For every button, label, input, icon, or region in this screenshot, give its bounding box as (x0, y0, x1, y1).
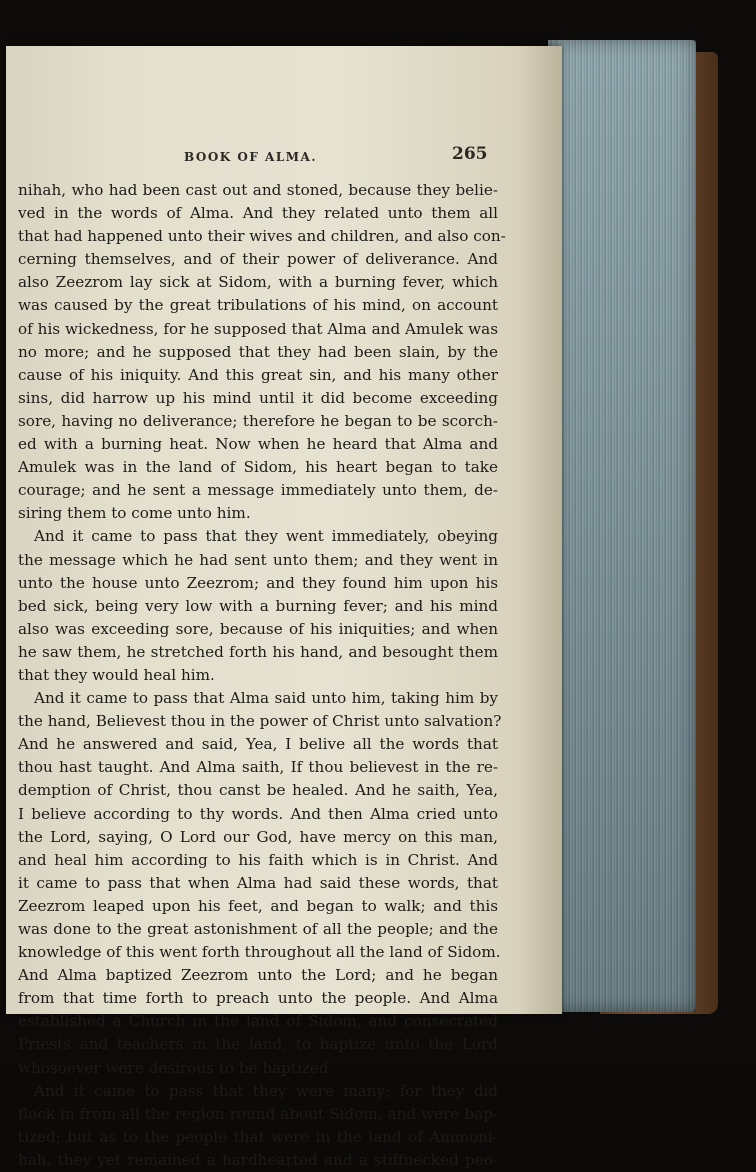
text-line: thou hast taught. And Alma saith, If thou believest in the re- (18, 758, 498, 777)
text-line: also Zeezrom lay sick at Sidom, with a burning fever, which (18, 273, 498, 292)
text-line: flock in from all the region round about Sidom, and were bap- (18, 1104, 498, 1123)
text-line: knowledge of this went forth throughout all the land of Sidom. (18, 943, 501, 962)
text-line: I believe according to thy words. And then Alma cried unto (18, 804, 498, 823)
body-text (18, 179, 506, 1172)
text-line: sins, did harrow up his mind until it did become exceeding (18, 388, 498, 407)
text-line: demption of Christ, thou canst be healed. And he saith, Yea, (18, 781, 498, 800)
text-line: and heal him according to his faith which is in Christ. And (18, 850, 498, 869)
text-line: nihah, who had been cast out and stoned, because they belie- (18, 181, 498, 199)
page-number: 265 (452, 144, 488, 164)
text-line: unto the house unto Zeezrom; and they found him upon his (18, 573, 498, 592)
text-line: was caused by the great tribulations of his mind, on account (18, 296, 498, 315)
text-line: from that time forth to preach unto the people. And Alma (18, 989, 498, 1008)
text-line: he saw them, he stretched forth his hand, and besought them (18, 642, 498, 661)
text-line: established a Church in the land of Sidom, and consecrated (18, 1012, 498, 1031)
text-line: Zeezrom leaped upon his feet, and began to walk; and this (18, 896, 498, 915)
text-line: And it came to pass that they went immediately, obeying (34, 527, 498, 546)
text-line: that they would heal him. (18, 665, 215, 684)
running-head: BOOK OF ALMA. (184, 150, 318, 164)
text-line: sore, having no deliverance; therefore he began to be scorch- (18, 411, 498, 430)
text-line: of his wickedness, for he supposed that Alma and Amulek was (18, 319, 498, 338)
text-line: that had happened unto their wives and children, and also con- (18, 227, 506, 246)
text-line: And it came to pass that they were many; for they did (34, 1081, 498, 1100)
text-line: ed with a burning heat. Now when he heard that Alma and (18, 435, 498, 454)
text-line: tized; but as to the people that were in the land of Ammoni- (18, 1127, 498, 1146)
text-line: ved in the words of Alma. And they related unto them all (18, 204, 498, 223)
book-page (6, 46, 562, 1169)
text-line: it came to pass that when Alma had said these words, that (18, 873, 498, 892)
text-line: siring them to come unto him. (18, 504, 251, 523)
text-line: was done to the great astonishment of all the people; and the (18, 920, 498, 938)
text-line: whosoever were desirous to be baptized. (18, 1058, 334, 1077)
text-line: also was exceeding sore, because of his iniquities; and when (18, 619, 498, 638)
text-line: bed sick, being very low with a burning fever; and his mind (18, 596, 498, 615)
text-line: Amulek was in the land of Sidom, his heart began to take (18, 458, 498, 477)
page-block-edge (548, 40, 696, 1012)
text-line: And it came to pass that Alma said unto him, taking him by (34, 689, 498, 708)
text-line: cause of his iniquity. And this great sin, and his many other (18, 365, 498, 384)
text-line: cerning themselves, and of their power of deliverance. And (18, 250, 498, 269)
text-line: Priests and teachers in the land, to baptize unto the Lord (18, 1035, 498, 1054)
text-line: the hand, Believest thou in the power of Christ unto salvation? (18, 712, 502, 731)
text-line: courage; and he sent a message immediately unto them, de- (18, 481, 498, 500)
text-line: hah, they yet remained a hardhearted and a stiffnecked peo- (18, 1150, 498, 1169)
text-line: the Lord, saying, O Lord our God, have mercy on this man, (18, 827, 498, 846)
text-line: no more; and he supposed that they had been slain, by the (18, 342, 498, 361)
text-line: And Alma baptized Zeezrom unto the Lord; and he began (18, 966, 498, 985)
text-line: the message which he had sent unto them; and they went in (18, 550, 498, 569)
text-line: And he answered and said, Yea, I belive all the words that (18, 735, 498, 754)
